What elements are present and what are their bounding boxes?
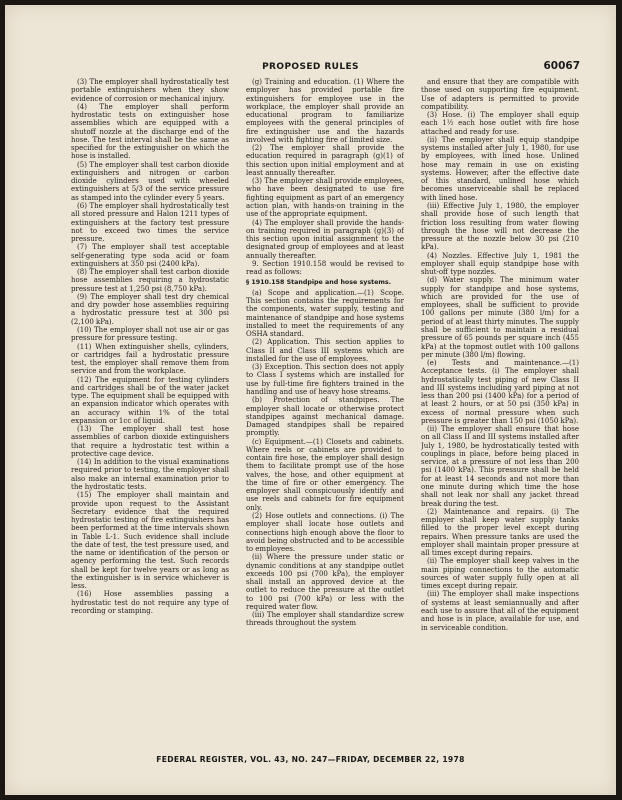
paragraph: (ii) The employer shall keep valves in the main piping connections to the automatic sources of water supply fully open at all times except during repair.: [421, 556, 579, 591]
page-number: 60067: [543, 60, 580, 72]
paragraph: (3) Exception. This section does not apply to Class I systems which are installed for use by full-time fire fighters trained in the handling and use of heavy hose streams.: [246, 362, 404, 396]
paragraph: (iii) The employer shall standardize screw threads throughout the system: [246, 610, 404, 628]
paragraph: (15) The employer shall maintain and provide upon request to the Assistant Secretary evidence that the required hydrostatic testing of fire extinguishers has been performed at the time intervals shown in Table L-1. Such evidence shall include the date of test, the test pressure used, and the name or identification of the person or agency performing the test. Such records shall be kept for twelve years or as long as the extinguisher is in service whichever is less.: [71, 490, 229, 591]
paragraph: (b) Protection of standpipes. The employer shall locate or otherwise protect standpipes against mechanical damage. Damaged standpipes shall be repaired promptly.: [246, 395, 404, 438]
paragraph: (a) Scope and application.—(1) Scope. This section contains the requirements for the components, water supply, testing and maintenance of standpipe and hose systems installed to meet the requirements of any OSHA standard.: [246, 287, 404, 339]
paragraph: (g) Training and education. (1) Where the employer has provided portable fire extinguishers for employee use in the workplace, the employer shall provide an educational program to familiarize employees with the general principles of fire extinguisher use and the hazards involved with fighting fire of limited size.: [246, 78, 404, 144]
document-page: [5, 5, 616, 795]
paragraph: (13) The employer shall test hose assemblies of carbon dioxide extinguishers that require a hydrostatic test within a protective cage device.: [71, 424, 229, 458]
column-middle: [246, 78, 404, 744]
paragraph: (iii) Effective July 1, 1980, the employer shall provide hose of such length that friction loss resulting from water flowing through the hose will not decrease the pressure at the nozzle below 30 psi (210 kPa).: [421, 200, 579, 252]
section-title: PROPOSED RULES: [262, 62, 359, 72]
paragraph: (d) Water supply. The minimum water supply for standpipe and hose systems, which are provided for the use of employees, shall be sufficient to provide 100 gallons per minute (380 l/m) for a period of at least thirty minutes. The supply shall be sufficient to maintain a residual pressure of 65 pounds per square inch (455 kPa) at the topmost outlet with 100 gallons per minute (380 l/m) flowing.: [421, 275, 579, 359]
paragraph: (ii) The employer shall ensure that hose on all Class II and III systems installed after July 1, 1980, be hydrostatically tested with couplings in place, before being placed in service, at a pressure of not less than 200 psi (1400 kPa). This pressure shall be held for at least 14 seconds and not more than one minute during which time the hose shall not leak nor shall any jacket thread break during the test.: [421, 424, 579, 508]
paragraph: (8) The employer shall test carbon dioxide hose assemblies requiring a hydrostatic pressure test at 1,250 psi (8,750 kPa).: [71, 267, 229, 293]
paragraph: (iii) The employer shall make inspections of systems at least semiannually and after each use to assure that all of the equipment and hose is in place, available for use, and in serviceable condition.: [421, 589, 579, 632]
text-columns: [71, 78, 579, 744]
paragraph: (16) Hose assemblies passing a hydrostatic test do not require any type of recording or stamping.: [71, 589, 229, 615]
paragraph: (4) The employer shall perform hydrostatic tests on extinguisher hose assemblies which are equipped with a shutoff nozzle at the discharge end of the hose. The test interval shall be the same as specified for the extinguisher on which the hose is installed.: [71, 101, 229, 161]
paragraph: (4) The employer shall provide the hands-on training required in paragraph (g)(3) of this section upon initial assignment to the designated group of employees and at least annually thereafter.: [246, 217, 404, 260]
paragraph: (12) The equipment for testing cylinders and cartridges shall be of the water jacket type. The equipment shall be equipped with an expansion indicator which operates with an accuracy within 1% of the total expansion or 1cc of liquid.: [71, 374, 229, 425]
paragraph: (ii) Where the pressure under static or dynamic conditions at any standpipe outlet exceeds 100 psi (700 kPa), the employer shall install an approved device at the outlet to reduce the pressure at the outlet to 100 psi (700 kPa) or less with the required water flow.: [246, 552, 404, 611]
paragraph: (3) The employer shall provide employees, who have been designated to use fire fighting equipment as part of an emergency action plan, with hands-on training in the use of the appropriate equipment.: [246, 176, 404, 219]
paragraph: (3) Hose. (i) The employer shall equip each 1½ each hose outlet with fire hose attached and ready for use.: [421, 110, 579, 136]
paragraph: (2) Application. This section applies to Class II and Class III systems which are installed for the use of employees.: [246, 337, 404, 363]
paragraph: (2) The employer shall provide the education required in paragraph (g)(1) of this section upon initial employment and at least annually thereafter.: [246, 143, 404, 177]
paragraph: 9. Section 1910.158 would be revised to read as follows:: [246, 258, 404, 277]
paragraph: (9) The employer shall test dry chemical and dry powder hose assemblies requiring a hydrostatic pressure test at 300 psi (2,100 kPa).: [71, 291, 229, 326]
paragraph: (2) Maintenance and repairs. (i) The employer shall keep water supply tanks filled to the proper level except during repairs. When pressure tanks are used the employer shall maintain proper pressure at all times except during repairs.: [421, 506, 579, 558]
footer-citation: FEDERAL REGISTER, VOL. 43, NO. 247—FRIDAY, DECEMBER 22, 1978: [156, 755, 465, 764]
paragraph: (6) The employer shall hydrostatically test all stored pressure and Halon 1211 types of extinguishers at the factory test pressure not to exceed two times the service pressure.: [71, 200, 229, 244]
paragraph: (e) Tests and maintenance.—(1) Acceptance tests. (i) The employer shall hydrostatically test piping of new Class II and III systems including yard piping at not less than 200 psi (1400 kPa) for a period of at least 2 hours, or at 50 psi (350 kPa) in excess of normal pressure when such pressure is greater than 150 psi (1050 kPa).: [421, 358, 579, 425]
paragraph: (14) In addition to the visual examinations required prior to testing, the employer shall also make an internal examination prior to the hydrostatic tests.: [71, 457, 229, 492]
paragraph: (ii) The employer shall equip standpipe systems installed after July 1, 1980, for use by employees, with lined hose. Unlined hose may remain in use on existing systems. However, after the effective date of this standard, unlined hose which becomes unserviceable shall be replaced with lined hose.: [421, 134, 579, 202]
paragraph: (5) The employer shall test carbon dioxide extinguishers and nitrogen or carbon dioxide cylinders used with wheeled extinguishers at 5/3 of the service pressure as stamped into the cylinder every 5 years.: [71, 159, 229, 202]
paragraph: (4) Nozzles. Effective July 1, 1981 the employer shall equip standpipe hose with shut-off type nozzles.: [421, 250, 579, 277]
paragraph: (10) The employer shall not use air or gas pressure for pressure testing.: [71, 324, 229, 343]
column-left: [71, 78, 229, 744]
column-right: [421, 78, 579, 744]
paragraph: (7) The employer shall test acceptable self-generating type soda acid or foam extinguishers at 350 psi (2400 kPa).: [71, 242, 229, 268]
paragraph: § 1910.158 Standpipe and hose systems.: [246, 279, 392, 287]
paragraph: and ensure that they are compatible with those used on supporting fire equipment. Use of adapters is permitted to provide compatibility.: [421, 78, 579, 111]
paragraph: (3) The employer shall hydrostatically test portable extinguishers when they show evidence of corrosion or mechanical injury.: [71, 78, 229, 103]
paragraph: (2) Hose outlets and connections. (i) The employer shall locate hose outlets and connections high enough above the floor to avoid being obstructed and to be accessible to employees.: [246, 510, 404, 554]
paragraph: (c) Equipment.—(1) Closets and cabinets. Where reels or cabinets are provided to contain fire hose, the employer shall design them to facilitate prompt use of the hose valves, the hose, and other equipment at the time of fire or other emergency. The employer shall conspicuously identify and use reels and cabinets for fire equipment only.: [246, 436, 404, 512]
paragraph: (11) When extinguisher shells, cylinders, or cartridges fail a hydrostatic pressure test, the employer shall remove them from service and from the workplace.: [71, 341, 229, 376]
